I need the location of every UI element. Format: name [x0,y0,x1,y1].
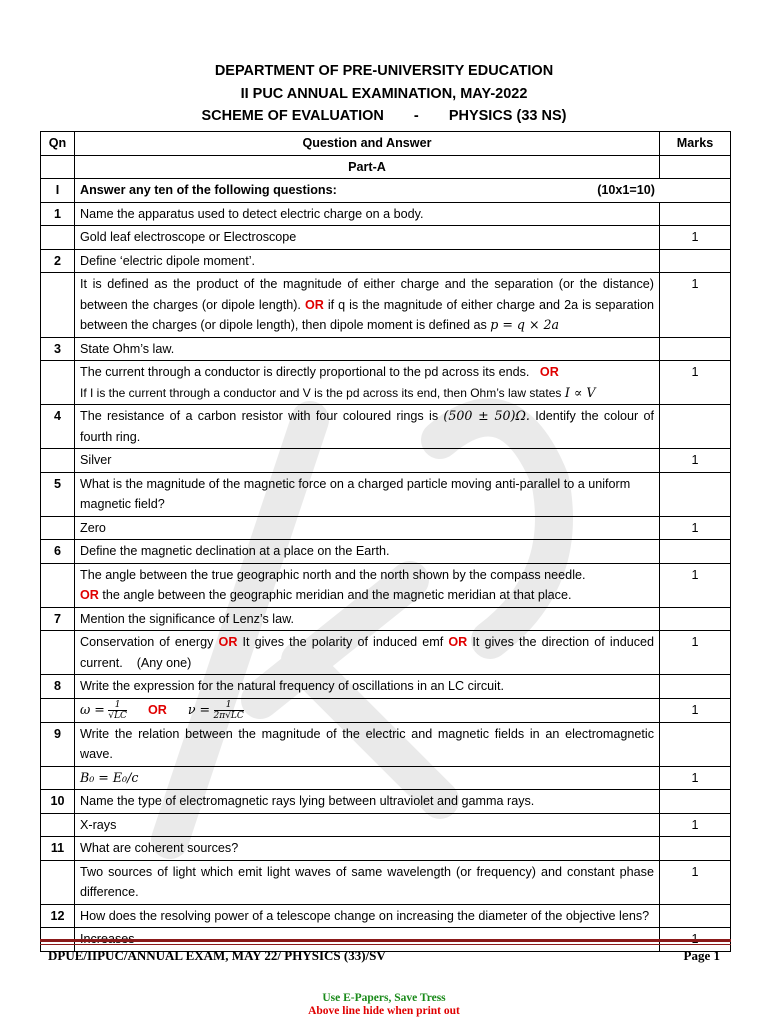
question-row: 6 Define the magnetic declination at a place on the Earth. [41,540,731,564]
question-row: 11 What are coherent sources? [41,837,731,861]
marks-value: 1 [660,563,731,607]
answer-row [41,860,731,904]
scheme-label: SCHEME OF EVALUATION [201,108,384,124]
section-instruction: Answer any ten of the following questions: (10x1=10) [75,179,731,203]
scheme-separator: - [413,108,419,124]
marks-value: 1 [660,273,731,338]
answer-row [41,766,731,790]
question-row: 5 What is the magnitude of the magnetic force on a charged particle moving anti-parallel to a uniform magnetic field? [41,472,731,516]
answer-row [41,361,731,405]
answer-text: ω = $\frac{1}{√LC}$ OR ν = $\frac{1}{2\pi√LC}$ [75,698,660,722]
part-label: Part-A [75,155,660,179]
dipole-formula: p = q × 2a [490,317,560,332]
question-text: How does the resolving power of a telescope change on increasing the diameter of the objective lens? [75,904,660,928]
answer-text: Two sources of light which emit light waves of same wavelength (or frequency) and constant phase difference. [75,860,660,904]
omega-fraction: $\frac{1}{√LC}$ [108,699,127,721]
header-qn: Qn [41,132,75,156]
answer-row [41,563,731,607]
marks-value: 1 [660,631,731,675]
answer-text: Zero [75,516,660,540]
marks-value: 1 [660,516,731,540]
question-row: 10 Name the type of electromagnetic rays lying between ultraviolet and gamma rays. [41,790,731,814]
question-row: 3 State Ohm’s law. [41,337,731,361]
answer-text: Increases [75,928,660,952]
or-label: OR [539,365,559,379]
section-row [41,179,731,203]
resistance-value: (500 ± 50)Ω. [443,408,530,423]
exam-title: II PUC ANNUAL EXAMINATION, MAY-2022 [240,85,528,102]
answer-text: The current through a conductor is directly proportional to the pd across its ends. OR If I is the current through a conductor and V is the pd across its end, then Ohm’s law states I ∝ V [75,361,660,405]
nu-fraction: $\frac{1}{2\pi√LC}$ [213,699,244,721]
evaluation-table [40,131,731,952]
footer-doc-code: DPUE/IIPUC/ANNUAL EXAM, MAY 22/ PHYSICS (33)/SV [48,948,386,963]
or-label: OR [80,588,99,602]
question-row: 9 Write the relation between the magnitude of the electric and magnetic fields in an electromagnetic wave. [41,722,731,766]
marks-value: 1 [660,698,731,722]
answer-text: X-rays [75,813,660,837]
answer-text: B₀ = E₀/c [75,766,660,790]
question-row: 2 Define ‘electric dipole moment’. [41,249,731,273]
question-text: The resistance of a carbon resistor with four coloured rings is (500 ± 50)Ω. Identify the colour of fourth ring. [75,405,660,449]
question-text: Define the magnetic declination at a place on the Earth. [75,540,660,564]
document-header [0,60,768,128]
answer-text: The angle between the true geographic north and the north shown by the compass needle. OR the angle between the geographic meridian and the magnetic meridian at that place. [75,563,660,607]
header-question-answer: Question and Answer [75,132,660,156]
or-label: OR [304,297,324,312]
footer-rule-thin [40,944,731,945]
marks-value: 1 [660,449,731,473]
answer-row [41,631,731,675]
table-header-row [41,132,731,156]
question-row: 1 Name the apparatus used to detect electric charge on a body. [41,202,731,226]
page-number: Page 1 [683,948,720,963]
answer-row [41,516,731,540]
marks-value: 1 [660,860,731,904]
question-text: State Ohm’s law. [75,337,660,361]
print-note: Above line hide when print out [308,1005,460,1017]
answer-text: Conservation of energy OR It gives the polarity of induced emf OR It gives the direction of induced current. (Any one) [75,631,660,675]
answer-text: It is defined as the product of the magnitude of either charge and the separation (or the distance) between the charges (or dipole length). OR if q is the magnitude of either charge and 2a is separation between the charges (or dipole length), then dipole moment is defined as p = q × 2a [75,273,660,338]
eco-note: Use E-Papers, Save Tress [322,992,446,1004]
answer-text: Silver [75,449,660,473]
part-row [41,155,731,179]
section-marks: (10x1=10) [597,183,655,197]
question-text: What are coherent sources? [75,837,660,861]
section-number: I [41,179,75,203]
marks-value: 1 [660,226,731,250]
question-text: What is the magnitude of the magnetic force on a charged particle moving anti-parallel to a uniform magnetic field? [75,472,660,516]
question-text: Name the type of electromagnetic rays lying between ultraviolet and gamma rays. [75,790,660,814]
or-label: OR [147,702,167,717]
question-text: Mention the significance of Lenz’s law. [75,607,660,631]
footer-rule [40,939,731,942]
or-label: OR [448,635,468,649]
answer-row [41,226,731,250]
answer-row [41,813,731,837]
marks-value: 1 [660,361,731,405]
or-label: OR [218,635,238,649]
question-row: 12 How does the resolving power of a telescope change on increasing the diameter of the objective lens? [41,904,731,928]
question-row: 7 Mention the significance of Lenz’s law. [41,607,731,631]
question-row: 4 The resistance of a carbon resistor with four coloured rings is (500 ± 50)Ω. Identify the colour of fourth ring. [41,405,731,449]
subject-label: PHYSICS (33 NS) [448,108,567,124]
answer-row [41,449,731,473]
answer-row [41,273,731,338]
answer-row [41,698,731,722]
question-text: Name the apparatus used to detect electric charge on a body. [75,202,660,226]
marks-value: 1 [660,928,731,952]
question-text: Define ‘electric dipole moment’. [75,249,660,273]
ohm-formula: I ∝ V [564,384,596,400]
question-text: Write the relation between the magnitude of the electric and magnetic fields in an electromagnetic wave. [75,722,660,766]
answer-text: Gold leaf electroscope or Electroscope [75,226,660,250]
question-row: 8 Write the expression for the natural frequency of oscillations in an LC circuit. [41,675,731,699]
marks-value: 1 [660,766,731,790]
department-title: DEPARTMENT OF PRE-UNIVERSITY EDUCATION [214,63,554,79]
question-text: Write the expression for the natural frequency of oscillations in an LC circuit. [75,675,660,699]
header-marks: Marks [660,132,731,156]
marks-value: 1 [660,813,731,837]
scheme-title [0,105,768,128]
